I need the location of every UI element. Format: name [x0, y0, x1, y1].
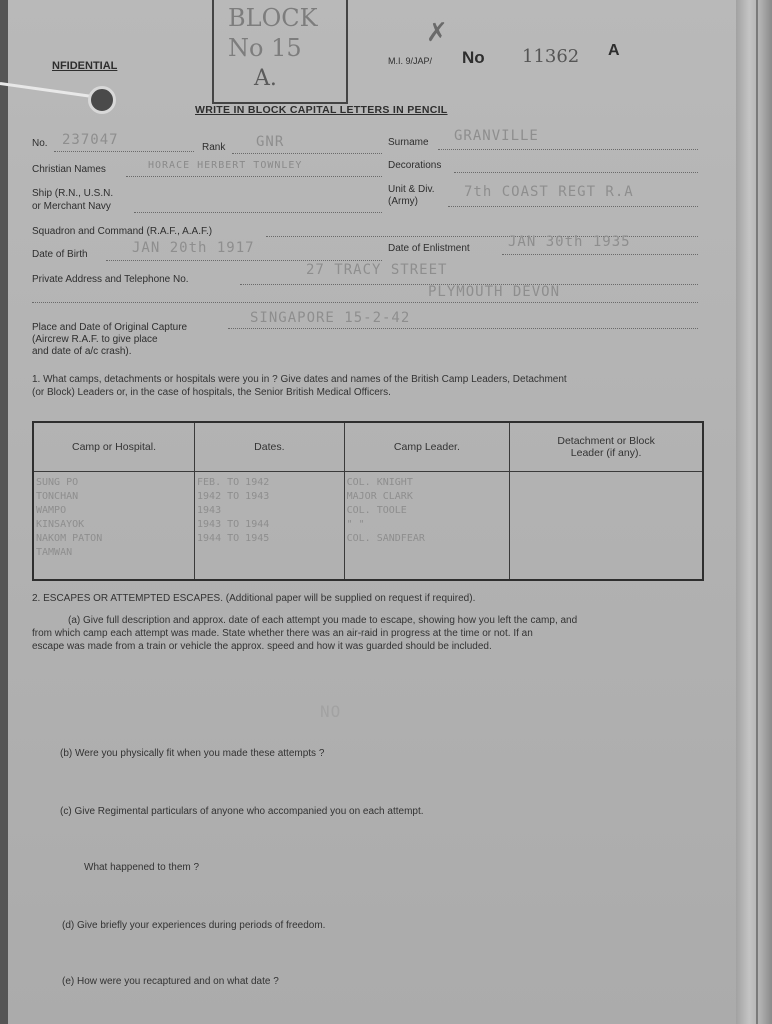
surname-line: [438, 149, 698, 150]
enlistment-value: JAN 30th 1935: [508, 234, 631, 250]
question-2b: (b) Were you physically fit when you made these attempts ?: [60, 748, 325, 759]
question-2a-line-1: (a) Give full description and approx. date of each attempt you made to escape, showing how you left the camp, and: [68, 615, 578, 626]
leader-entry: COL. KNIGHT: [346, 477, 413, 488]
question-2c-followup: What happened to them ?: [84, 862, 200, 873]
decorations-label: Decorations: [388, 160, 442, 171]
question-1-line-2: (or Block) Leaders or, in the case of hospitals, the Senior British Medical Officers.: [32, 387, 391, 398]
unit-label-1: Unit & Div.: [388, 184, 435, 195]
col-leader-header: Camp Leader.: [344, 422, 510, 472]
camps-cell: [33, 472, 195, 581]
capture-label-3: and date of a/c crash).: [32, 346, 132, 357]
capture-line: [228, 328, 698, 329]
stamp-line-1: BLOCK: [228, 4, 318, 32]
dob-line: [106, 260, 382, 261]
leader-entry: " ": [346, 519, 365, 530]
enlistment-line: [502, 254, 698, 255]
christian-names-value: HORACE HERBERT TOWNLEY: [148, 160, 303, 171]
unit-label-2: (Army): [388, 196, 418, 207]
rank-label: Rank: [202, 142, 226, 153]
ship-label-1: Ship (R.N., U.S.N.: [32, 188, 114, 199]
page-edge-line: [756, 0, 758, 1024]
serial-number: 11362: [522, 46, 580, 67]
squadron-line: [266, 236, 698, 237]
rank-value: GNR: [256, 134, 285, 150]
col-camp-header: Camp or Hospital.: [33, 422, 195, 472]
surname-label: Surname: [388, 137, 429, 148]
col-detachment-header: [510, 422, 703, 472]
question-2a-line-2: from which camp each attempt was made. State whether there was an air-raid in progress at the time or not. If an: [32, 628, 533, 639]
number-label: No: [462, 48, 485, 67]
confidential-label: NFIDENTIAL: [52, 60, 118, 72]
dob-label: Date of Birth: [32, 249, 88, 260]
christian-names-line: [126, 176, 382, 177]
camp-entry: WAMPO: [36, 505, 67, 516]
camps-table-header: [33, 422, 703, 472]
christian-names-label: Christian Names: [32, 164, 106, 175]
leader-entry: MAJOR CLARK: [346, 491, 413, 502]
col-dates-header: Dates.: [195, 422, 345, 472]
address-label: Private Address and Telephone No.: [32, 274, 189, 285]
camps-table: [32, 421, 704, 581]
capture-label-1: Place and Date of Original Capture: [32, 322, 188, 333]
squadron-label: Squadron and Command (R.A.F., A.A.F.): [32, 226, 213, 237]
unit-line: [448, 206, 698, 207]
question-2e: (e) How were you recaptured and on what date ?: [62, 976, 279, 987]
camp-entry: SUNG PO: [36, 477, 79, 488]
question-1-line-1: 1. What camps, detachments or hospitals were you in ? Give dates and names of the British Camp Leaders, Detachment: [32, 374, 567, 385]
block-stamp: [212, 0, 348, 104]
surname-value: GRANVILLE: [454, 128, 539, 144]
binding-eyelet: [88, 86, 116, 114]
unit-value: 7th COAST REGT R.A: [464, 184, 634, 200]
leader-cell: [344, 472, 510, 581]
date-entry: 1943: [197, 505, 222, 516]
no-value: 237047: [62, 132, 119, 148]
camp-entry: TONCHAN: [36, 491, 79, 502]
address-value-2: PLYMOUTH DEVON: [428, 284, 561, 300]
no-line: [54, 151, 194, 152]
stamp-line-3: A.: [254, 66, 277, 91]
detachment-cell: [510, 472, 703, 581]
date-entry: FEB. TO 1942: [197, 477, 270, 488]
question-2d: (d) Give briefly your experiences during periods of freedom.: [62, 920, 326, 931]
camp-entry: NAKOM PATON: [36, 533, 103, 544]
stamp-line-2: No 15: [228, 34, 302, 62]
serial-suffix: A: [608, 42, 620, 59]
form-ref: M.I. 9/JAP/: [388, 56, 433, 66]
camps-table-body: [33, 472, 703, 581]
dob-value: JAN 20th 1917: [132, 240, 255, 256]
ship-label-2: or Merchant Navy: [32, 201, 111, 212]
ship-line: [134, 212, 382, 213]
date-entry: 1942 TO 1943: [197, 491, 270, 502]
address-line-2: [32, 302, 698, 303]
question-2a-answer: NO: [320, 702, 342, 721]
stacked-pages-edge: [734, 0, 772, 1024]
camp-entry: TAMWAN: [36, 547, 73, 558]
form-page: [8, 0, 736, 1024]
enlistment-label: Date of Enlistment: [388, 243, 470, 254]
no-label: No.: [32, 138, 48, 149]
col-detachment-header-1: Detachment or Block: [557, 435, 655, 447]
leader-entry: COL. SANDFEAR: [346, 533, 425, 544]
capture-label-2: (Aircrew R.A.F. to give place: [32, 334, 158, 345]
dates-cell: [195, 472, 345, 581]
decorations-line: [454, 172, 698, 173]
date-entry: 1944 TO 1945: [197, 533, 270, 544]
instruction-heading: WRITE IN BLOCK CAPITAL LETTERS IN PENCIL: [195, 104, 448, 116]
col-detachment-header-2: Leader (if any).: [570, 447, 642, 459]
address-value-1: 27 TRACY STREET: [306, 262, 448, 278]
question-2a-line-3: escape was made from a train or vehicle the approx. speed and how it was guarded should be included.: [32, 641, 492, 652]
capture-value: SINGAPORE 15-2-42: [250, 310, 411, 326]
rank-line: [232, 153, 382, 154]
question-2-heading: 2. ESCAPES OR ATTEMPTED ESCAPES. (Additional paper will be supplied on request if required).: [32, 593, 476, 604]
handwritten-mark: ✗: [426, 18, 448, 48]
question-2c: (c) Give Regimental particulars of anyone who accompanied you on each attempt.: [60, 806, 424, 817]
date-entry: 1943 TO 1944: [197, 519, 270, 530]
camp-entry: KINSAYOK: [36, 519, 85, 530]
leader-entry: COL. TOOLE: [346, 505, 407, 516]
